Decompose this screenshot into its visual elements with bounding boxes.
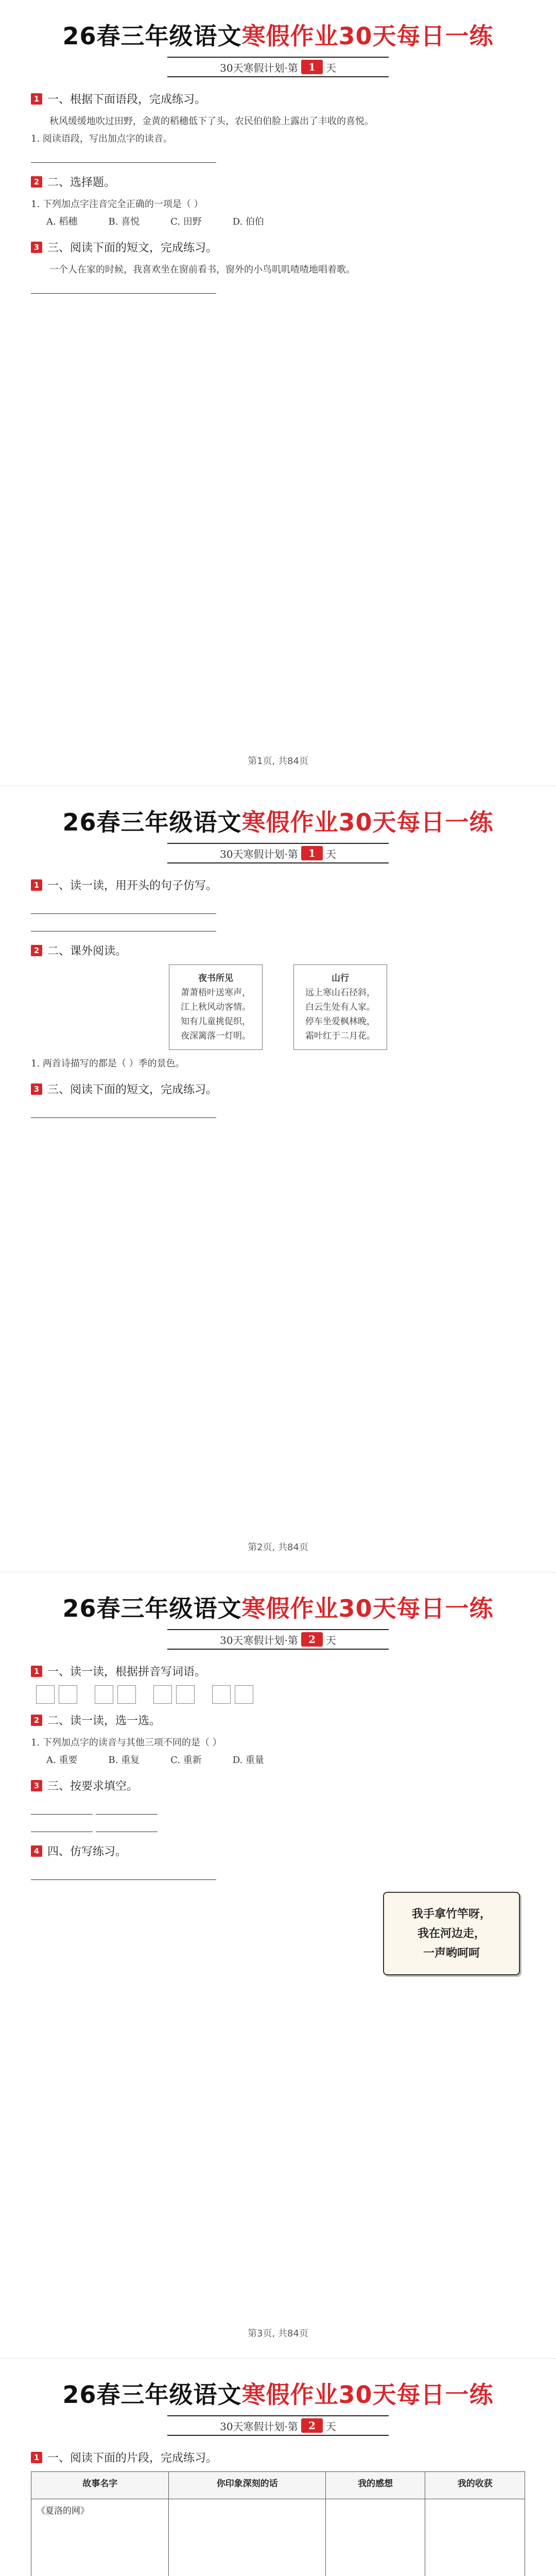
answer-line[interactable] — [31, 148, 525, 165]
table-row: 《夏洛的网》 — [31, 2499, 525, 2576]
table-header: 我的感想 — [325, 2472, 425, 2499]
poem-line: 知有儿童挑促织， — [181, 1016, 251, 1027]
pinyin-boxes[interactable] — [31, 1685, 525, 1704]
passage: 秋风缓缓地吹过田野，金黄的稻穗低下了头，农民伯伯脸上露出了丰收的喜悦。 — [49, 116, 374, 127]
option[interactable]: A. 稻穗 — [46, 216, 78, 227]
section-number-icon: 1 — [31, 2452, 42, 2463]
section-heading: 1 一、根据下面语段，完成练习。 — [31, 91, 525, 107]
page-title: 26春三年级语文寒假作业30天每日一练 — [62, 2381, 494, 2409]
page-footer: 第3页, 共84页 — [248, 2328, 308, 2339]
table-header: 故事名字 — [31, 2472, 169, 2499]
section-heading: 3 三、阅读下面的短文，完成练习。 — [31, 1081, 525, 1097]
section-heading: 1 一、阅读下面的片段，完成练习。 — [31, 2449, 525, 2465]
option[interactable]: C. 重新 — [170, 1755, 202, 1766]
section-number-icon: 3 — [31, 242, 42, 253]
section-heading: 3 三、按要求填空。 — [31, 1777, 525, 1793]
page-2 — [0, 786, 556, 1572]
question: 1. 下列加点字注音完全正确的一项是（ ） — [31, 199, 203, 210]
section-number-icon: 1 — [31, 93, 42, 105]
day-number: 1 — [301, 60, 323, 74]
question: 1. 两首诗描写的都是（ ）季的景色。 — [31, 1058, 185, 1069]
section-heading: 1 一、读一读，用开头的句子仿写。 — [31, 877, 525, 893]
poem-line: 萧萧梧叶送寒声， — [181, 988, 251, 998]
poem-title: 山行 — [332, 973, 349, 984]
section-number-icon: 3 — [31, 1083, 42, 1095]
reading-table — [31, 2471, 525, 2576]
page-title: 26春三年级语文寒假作业30天每日一练 — [62, 808, 494, 836]
poem-line: 远上寒山石径斜， — [305, 988, 375, 998]
section-number-icon: 3 — [31, 1780, 42, 1791]
plan-banner: 30天寒假计划·第 2 天 — [167, 1629, 389, 1650]
question: 1. 阅读语段，写出加点字的读音。 — [31, 133, 172, 144]
option[interactable]: D. 伯伯 — [232, 216, 264, 227]
section-number-icon: 2 — [31, 945, 42, 956]
section-heading: 4 四、仿写练习。 — [31, 1843, 525, 1859]
section-number-icon: 1 — [31, 879, 42, 891]
table-header: 我的收获 — [425, 2472, 525, 2499]
day-number: 2 — [301, 1632, 323, 1647]
option[interactable]: A. 重要 — [46, 1755, 78, 1766]
page-3 — [0, 1572, 556, 2359]
day-number: 1 — [301, 846, 323, 860]
question: 1. 下列加点字的读音与其他三项不同的是（ ） — [31, 1737, 222, 1748]
page-4 — [0, 2359, 556, 2576]
page-1 — [0, 0, 556, 786]
page-title — [31, 18, 525, 52]
page-title: 26春三年级语文寒假作业30天每日一练 — [62, 1595, 494, 1622]
poem-line: 江上秋风动客情。 — [181, 1002, 251, 1012]
day-number: 2 — [301, 2418, 323, 2433]
option[interactable]: B. 重复 — [108, 1755, 140, 1766]
section-heading: 2 二、读一读，选一选。 — [31, 1712, 525, 1728]
option[interactable]: B. 喜悦 — [108, 216, 140, 227]
page-footer: 第1页, 共84页 — [248, 756, 308, 767]
poem-line: 停车坐爱枫林晚， — [305, 1016, 375, 1027]
answer-line[interactable] — [31, 1817, 525, 1835]
scroll-note: 我手拿竹竿呀， 我在河边走， 一声哟呵呵 — [383, 1892, 520, 1975]
poem-title: 夜书所见 — [198, 973, 233, 984]
passage: 一个人在家的时候，我喜欢坐在窗前看书，窗外的小鸟叽叽喳喳地唱着歌。 — [49, 264, 355, 275]
answer-line[interactable] — [31, 1103, 525, 1121]
title-red: 寒假作业30天每日一练 — [241, 22, 494, 50]
section-heading: 1 一、读一读，根据拼音写词语。 — [31, 1663, 525, 1679]
answer-line[interactable] — [31, 1865, 525, 1883]
section-heading: 3 三、阅读下面的短文，完成练习。 — [31, 239, 525, 255]
option-list — [31, 213, 525, 231]
poem-box — [169, 964, 263, 1050]
section-number-icon: 2 — [31, 176, 42, 188]
answer-line[interactable] — [31, 917, 525, 934]
poem-line: 霜叶红于二月花。 — [305, 1031, 375, 1041]
poem-line: 白云生处有人家。 — [305, 1002, 375, 1012]
page-footer: 第2页, 共84页 — [248, 1542, 308, 1553]
plan-prefix: 30天寒假计划·第 — [220, 61, 298, 74]
section-number-icon: 4 — [31, 1845, 42, 1857]
answer-line[interactable] — [31, 279, 525, 296]
answer-line[interactable] — [31, 1800, 525, 1817]
answer-line[interactable] — [31, 899, 525, 917]
poems — [31, 964, 525, 1050]
option[interactable]: D. 重量 — [232, 1755, 264, 1766]
table-header: 你印象深刻的话 — [169, 2472, 325, 2499]
poem-line: 夜深篱落一灯明。 — [181, 1031, 251, 1041]
option[interactable]: C. 田野 — [170, 216, 202, 227]
section-number-icon: 2 — [31, 1715, 42, 1726]
title-black: 26春三年级语文 — [62, 22, 242, 50]
section-heading: 2 二、课外阅读。 — [31, 942, 525, 958]
section-heading: 2 二、选择题。 — [31, 174, 525, 190]
plan-banner: 30天寒假计划·第 2 天 — [167, 2415, 389, 2436]
option-list — [31, 1752, 525, 1769]
section-number-icon: 1 — [31, 1666, 42, 1677]
plan-banner: 30天寒假计划·第 1 天 — [167, 843, 389, 863]
plan-banner — [167, 57, 389, 77]
plan-suffix: 天 — [325, 61, 336, 74]
poem-box — [293, 964, 387, 1050]
